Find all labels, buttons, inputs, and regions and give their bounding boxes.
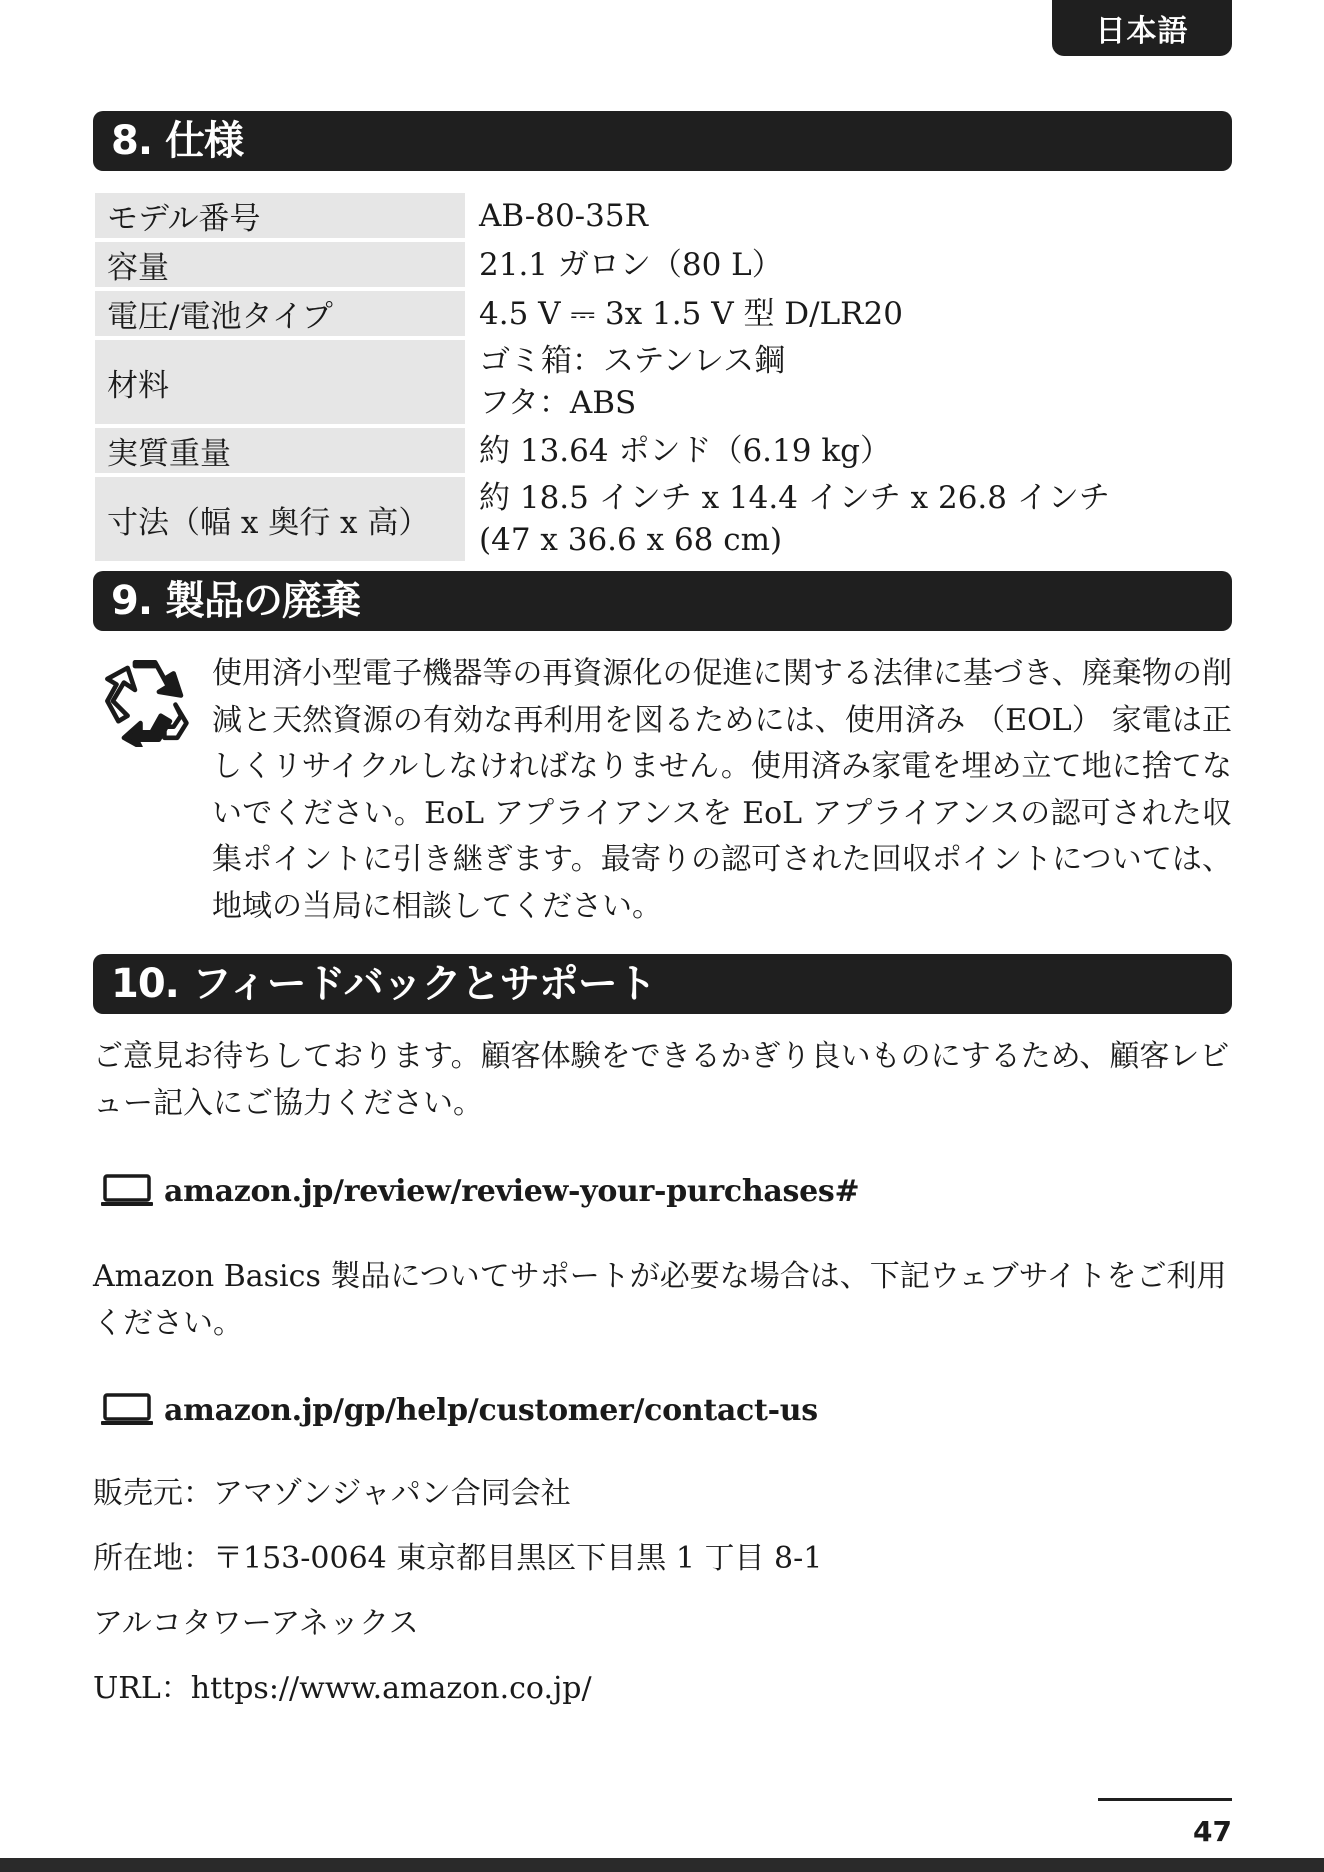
spec-value: 約 18.5 インチ x 14.4 インチ x 26.8 インチ (47 x 36.6 x 68 cm) <box>479 480 1110 558</box>
address-text: 所在地：〒153-0064 東京都目黒区下目黒 1 丁目 8-1 <box>93 1541 823 1576</box>
spec-value: 約 13.64 ポンド（6.19 kg） <box>479 432 891 469</box>
section-header-disposal: 9. 製品の廃棄 <box>93 571 1232 631</box>
support-link[interactable]: amazon.jp/gp/help/customer/contact-us <box>164 1392 818 1428</box>
section-header-specs: 8. 仕様 <box>93 111 1232 171</box>
company-url[interactable]: URL：https://www.amazon.co.jp/ <box>93 1671 592 1706</box>
spec-row-weight <box>95 428 1232 473</box>
spec-label: 実質重量 <box>95 428 465 473</box>
spec-table <box>95 189 1232 565</box>
spec-row-voltage <box>95 291 1232 336</box>
support-link-row[interactable] <box>100 1387 1232 1433</box>
page-number: 47 <box>1193 1815 1232 1848</box>
bottom-edge-bar <box>0 1858 1324 1872</box>
review-link[interactable]: amazon.jp/review/review-your-purchases# <box>164 1173 860 1209</box>
spec-value: ゴミ箱：ステンレス鋼 フタ：ABS <box>479 343 786 421</box>
review-link-row[interactable] <box>100 1168 1232 1214</box>
seller-text: 販売元：アマゾンジャパン合同会社 <box>93 1476 571 1511</box>
support-intro-text: Amazon Basics 製品についてサポートが必要な場合は、下記ウェブサイトをご利用ください。 <box>93 1259 1227 1341</box>
review-intro-text: ご意見お待ちしております。顧客体験をできるかぎり良いものにするため、顧客レビュー記入にご協力ください。 <box>93 1039 1230 1121</box>
page-number-rule <box>1098 1798 1232 1801</box>
disposal-text: 使用済小型電子機器等の再資源化の促進に関する法律に基づき、廃棄物の削減と天然資源の有効な再利用を図るためには、使用済み （EOL） 家電は正しくリサイクルしなければなりません。使用済み家電を埋め立て地に捨てないでください。EoL アプライアンスを EoL アプライアンスの認可された収集ポイントに引き継ぎます。最寄りの認可された回収ポイントについては、地域の当局に相談してください。 <box>212 656 1232 924</box>
spec-row-model <box>95 193 1232 238</box>
laptop-icon <box>100 1393 154 1427</box>
language-tab: 日本語 <box>1052 0 1232 56</box>
spec-row-dimensions <box>95 477 1232 561</box>
building-text: アルコタワーアネックス <box>93 1606 419 1641</box>
spec-row-capacity <box>95 242 1232 287</box>
laptop-icon <box>100 1174 154 1208</box>
spec-label: モデル番号 <box>95 193 465 238</box>
spec-row-material <box>95 340 1232 424</box>
spec-label: 容量 <box>95 242 465 287</box>
spec-value: AB-80-35R <box>479 197 648 234</box>
section-header-feedback: 10. フィードバックとサポート <box>93 954 1232 1014</box>
spec-value: 21.1 ガロン（80 L） <box>479 246 783 283</box>
spec-label: 電圧/電池タイプ <box>95 291 465 336</box>
recycle-icon <box>100 655 192 747</box>
spec-value: 4.5 V ⎓ 3x 1.5 V 型 D/LR20 <box>479 295 903 332</box>
spec-label: 寸法（幅 x 奥行 x 高） <box>95 477 465 561</box>
spec-label: 材料 <box>95 340 465 424</box>
